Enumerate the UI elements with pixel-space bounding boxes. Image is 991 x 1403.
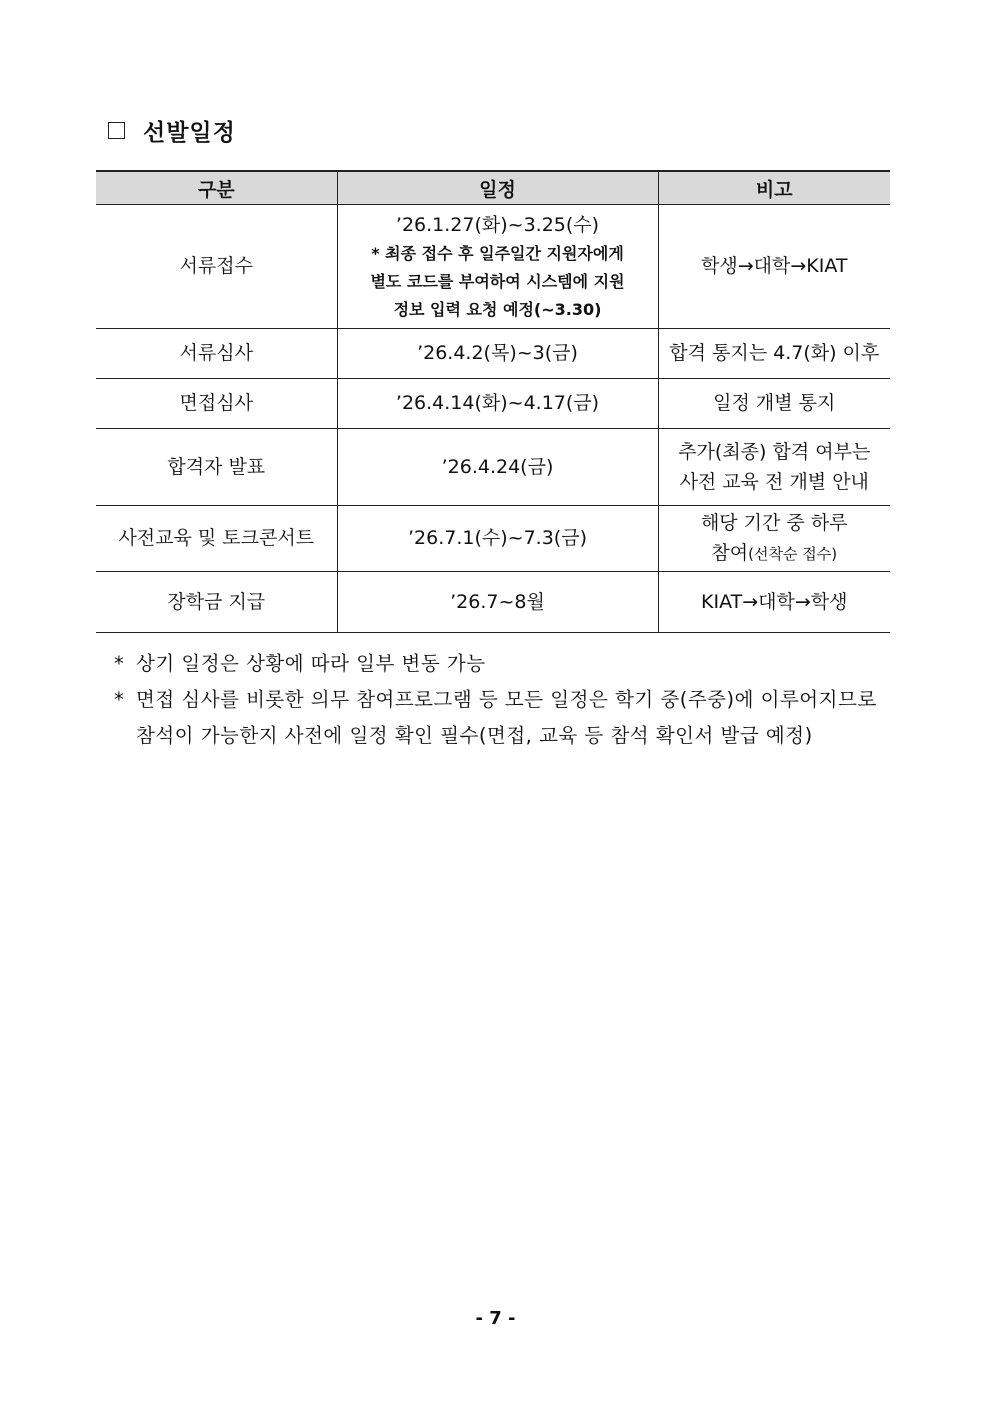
footnote-text-line: 참석이 가능한지 사전에 일정 확인 필수(면접, 교육 등 참석 확인서 발급 예정) (136, 724, 813, 747)
remark-line (665, 538, 885, 569)
section-heading (108, 114, 236, 147)
checkbox-square-icon (108, 122, 125, 139)
footnote-text-line: 면접 심사를 비롯한 의무 참여프로그램 등 모든 일정은 학기 중(주중)에 이루어지므로 (136, 688, 877, 711)
table-row (96, 506, 890, 572)
remark-cell: 일정 개별 통지 (658, 379, 890, 429)
remark-line-small: (선착순 접수) (748, 545, 838, 563)
schedule-note-line: 정보 입력 요청 예정(~3.30) (393, 299, 602, 319)
footnote-item (114, 682, 877, 754)
header-category: 구분 (96, 171, 337, 205)
footnote-marker: * (114, 652, 125, 675)
selection-schedule-table (96, 170, 890, 633)
schedule-cell: ’26.7.1(수)~7.3(금) (337, 506, 658, 572)
schedule-cell (337, 205, 658, 329)
table-row (96, 572, 890, 633)
remark-line-main: 참여 (711, 542, 749, 564)
category-cell: 합격자 발표 (96, 429, 337, 506)
footnote-text: 상기 일정은 상황에 따라 일부 변동 가능 (136, 652, 486, 675)
category-cell: 사전교육 및 토크콘서트 (96, 506, 337, 572)
table-row (96, 329, 890, 379)
header-schedule: 일정 (337, 171, 658, 205)
schedule-note-line: * 최종 접수 후 일주일간 지원자에게 (371, 243, 624, 263)
remark-line: 사전 교육 전 개별 안내 (679, 471, 869, 493)
schedule-date: ’26.1.27(화)~3.25(수) (395, 213, 600, 236)
remark-cell: 합격 통지는 4.7(화) 이후 (658, 329, 890, 379)
footnote-text (136, 682, 877, 754)
remark-cell: KIAT→대학→학생 (658, 572, 890, 633)
schedule-cell: ’26.4.14(화)~4.17(금) (337, 379, 658, 429)
remark-line: 해당 기간 중 하루 (700, 512, 848, 534)
category-cell: 서류접수 (96, 205, 337, 329)
footnote-item (114, 646, 877, 682)
category-cell: 면접심사 (96, 379, 337, 429)
remark-cell: 학생→대학→KIAT (658, 205, 890, 329)
table-row (96, 205, 890, 329)
remark-cell (658, 506, 890, 572)
schedule-cell: ’26.7~8월 (337, 572, 658, 633)
header-remark: 비고 (658, 171, 890, 205)
table-header-row (96, 171, 890, 205)
footnotes (114, 646, 877, 754)
category-cell: 서류심사 (96, 329, 337, 379)
page-number: - 7 - (475, 1308, 516, 1329)
remark-cell (658, 429, 890, 506)
remark-line: 추가(최종) 합격 여부는 (678, 441, 871, 463)
footnote-marker: * (114, 688, 125, 711)
schedule-cell: ’26.4.24(금) (337, 429, 658, 506)
category-cell: 장학금 지급 (96, 572, 337, 633)
schedule-note-line: 별도 코드를 부여하여 시스템에 지원 (370, 271, 625, 291)
table-row (96, 429, 890, 506)
section-title: 선발일정 (143, 120, 236, 146)
table-row (96, 379, 890, 429)
schedule-cell: ’26.4.2(목)~3(금) (337, 329, 658, 379)
